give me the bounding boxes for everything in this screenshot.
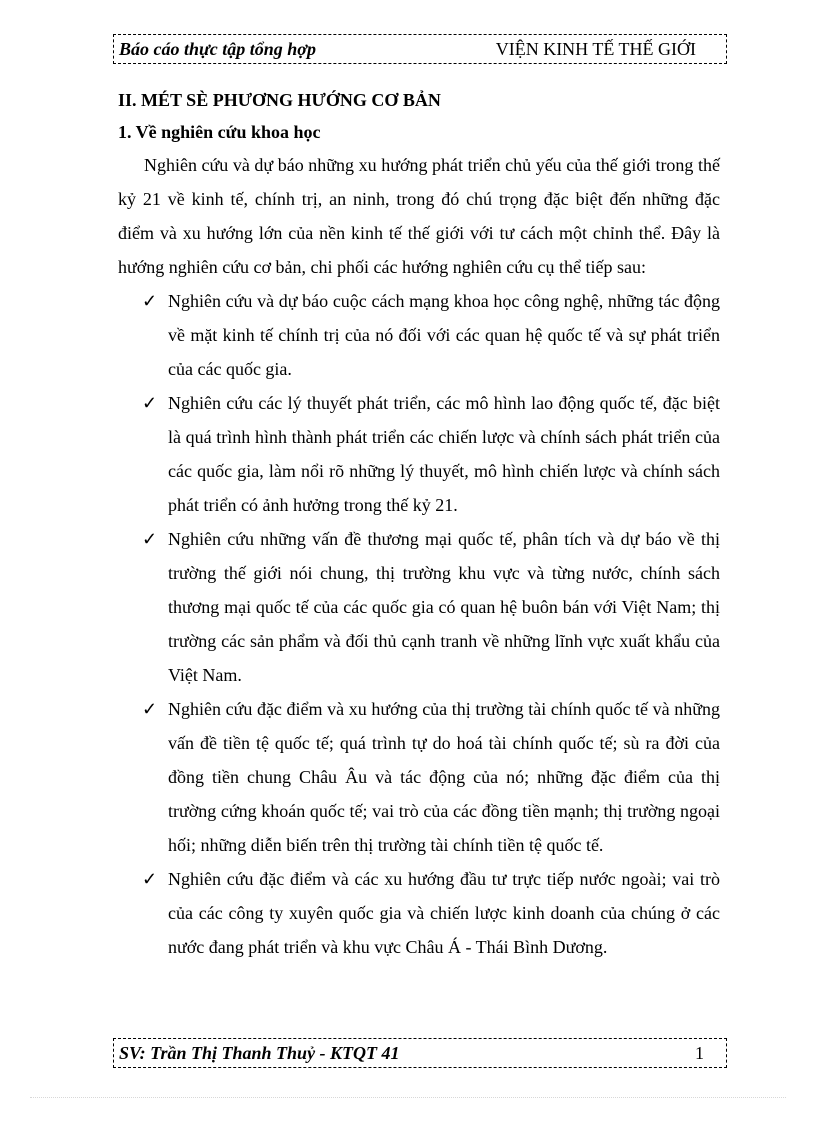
bullet-item — [118, 284, 720, 386]
page-footer — [113, 1038, 727, 1068]
bullet-item — [118, 386, 720, 522]
header-institute-name: VIỆN KINH TẾ THẾ GIỚI — [495, 39, 696, 59]
subsection-title: 1. Về nghiên cứu khoa học — [118, 122, 321, 142]
bullet-text: Nghiên cứu đặc điểm và các xu hướng đầu tư trực tiếp nước ngoài; vai trò của các công ty xuyên quốc gia và chiến lược kinh doanh của chúng ở các nước đang phát triển và khu vực Châu Á - Thái Bình Dương. — [168, 869, 720, 957]
bullet-text: Nghiên cứu những vấn đề thương mại quốc tế, phân tích và dự báo về thị trường thế giới nói chung, thị trường khu vực và từng nước, chính sách thương mại quốc tế của các quốc gia có quan hệ buôn bán với Việt Nam; thị trường các sản phẩm và đối thủ cạnh tranh về những lĩnh vực xuất khẩu của Việt Nam. — [168, 529, 720, 685]
check-mark-icon: ✓ — [142, 529, 158, 549]
check-mark-icon: ✓ — [142, 869, 158, 889]
check-mark-icon: ✓ — [142, 699, 158, 719]
footer-student-name: SV: Trần Thị Thanh Thuỷ - KTQT 41 — [119, 1043, 400, 1063]
page-number: 1 — [695, 1043, 704, 1063]
check-mark-icon: ✓ — [142, 393, 158, 413]
page-header — [113, 34, 727, 64]
header-report-title: Báo cáo thực tập tổng hợp — [119, 39, 316, 59]
check-mark-icon: ✓ — [142, 291, 158, 311]
research-bullet-list — [118, 284, 720, 964]
bullet-text: Nghiên cứu và dự báo cuộc cách mạng khoa học công nghệ, những tác động về mặt kinh tế chính trị của nó đối với các quan hệ quốc tế và sự phát triển của các quốc gia. — [168, 291, 720, 379]
section-title: II. MÉT SÈ PHƯƠNG HƯỚNG CƠ BẢN — [118, 90, 441, 110]
document-body — [118, 84, 720, 964]
bullet-text: Nghiên cứu các lý thuyết phát triển, các mô hình lao động quốc tế, đặc biệt là quá trình hình thành phát triển các chiến lược và chính sách phát triển của các quốc gia, làm nổi rõ những lý thuyết, mô hình chiến lược và chính sách phát triển có ảnh hưởng trong thế kỷ 21. — [168, 393, 720, 515]
intro-paragraph: Nghiên cứu và dự báo những xu hướng phát triển chủ yếu của thế giới trong thế kỷ 21 về kinh tế, chính trị, an ninh, trong đó chú trọng đặc biệt đến những đặc điểm và xu hướng lớn của nền kinh tế thế giới với tư cách một chỉnh thể. Đây là hướng nghiên cứu cơ bản, chi phối các hướng nghiên cứu cụ thể tiếp sau: — [118, 155, 720, 277]
page-bottom-divider — [30, 1097, 786, 1098]
bullet-item — [118, 692, 720, 862]
bullet-item — [118, 522, 720, 692]
bullet-item — [118, 862, 720, 964]
bullet-text: Nghiên cứu đặc điểm và xu hướng của thị trường tài chính quốc tế và những vấn đề tiền tệ quốc tế; quá trình tự do hoá tài chính quốc tế; sù ra đời của đồng tiền chung Châu Âu và tác động của nó; những đặc điểm của thị trường cứng khoán quốc tế; vai trò của các đồng tiền mạnh; thị trường ngoại hối; những diễn biến trên thị trường tài chính tiền tệ quốc tế. — [168, 699, 720, 855]
